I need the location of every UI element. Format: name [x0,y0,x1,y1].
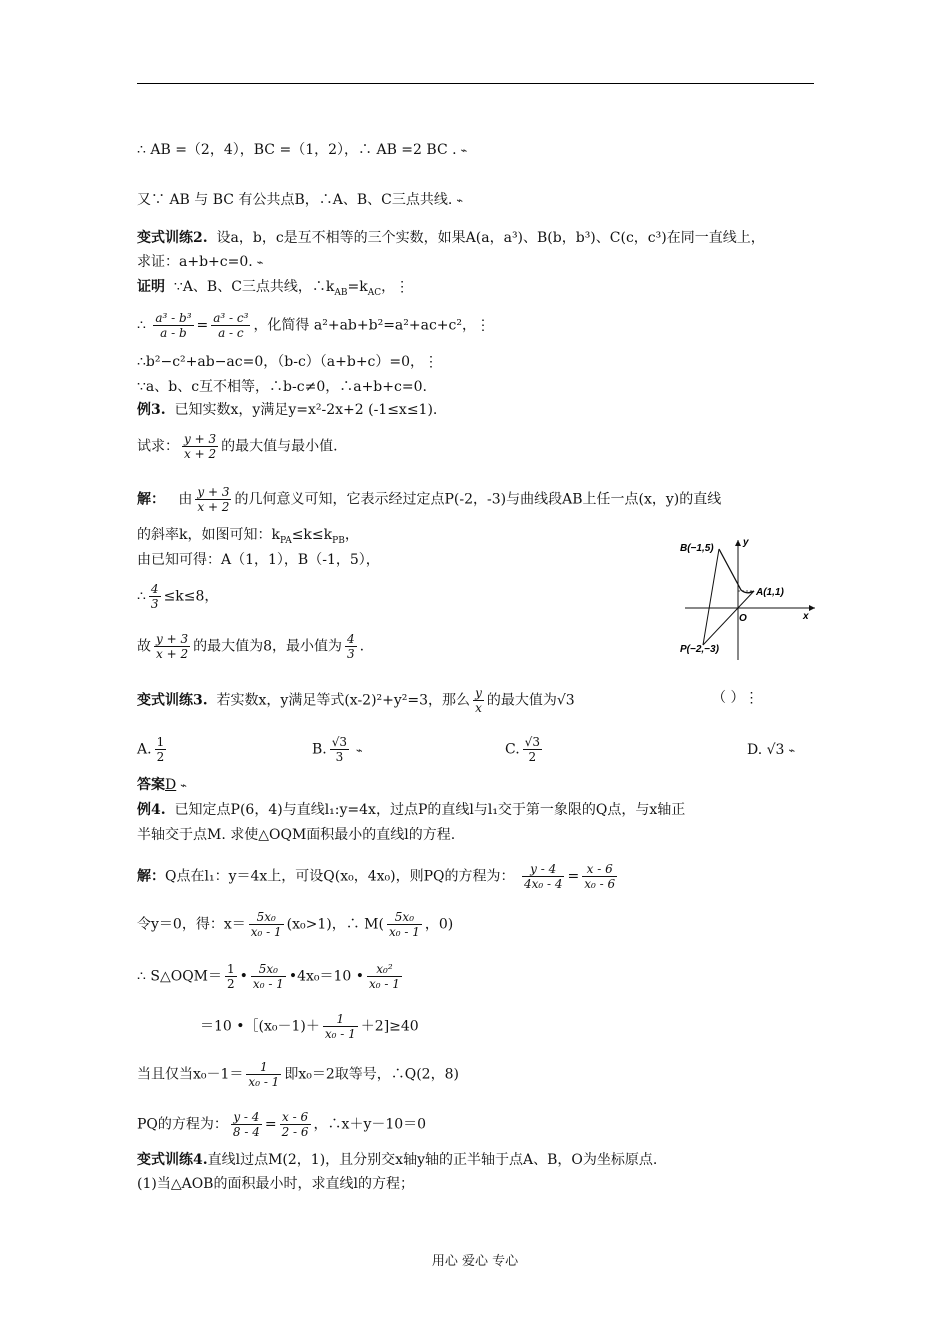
exercise-4-title: 变式训练4.直线l过点M(2，1)，且分别交x轴y轴的正半轴于点A、B，O为坐标原点. [137,1152,658,1168]
solution-4-line-3: ∴ S△OQM＝ $\frac{1}{2}$ • $\frac{\text{5x₀}}{\text{x₀ - 1}}$ •4x₀＝10 • $\frac{\text{x₀²}}{\text{x₀ - 1}}$ [137,962,400,991]
slope-figure [675,535,825,665]
option-a: A. $\frac{1}{2}$ [137,735,165,764]
answer-blank: （ ）⋮ [712,690,759,706]
label-x: x [803,611,809,622]
solution-4-line-5: 当且仅当x₀－1＝ $\frac{1}{\text{x₀ - 1}}$ 即x₀＝2取等号，∴Q(2，8) [137,1060,459,1089]
solution-4-line-4: ＝10 •［(x₀－1)＋ $\frac{1}{\text{x₀ - 1}}$ ＋2]≥40 [200,1012,419,1041]
label-b: B(−1,5) [680,543,714,554]
example-4-body: 半轴交于点M. 求使△OQM面积最小的直线l的方程. [137,827,456,843]
example-3-title: 例3. 已知实数x，y满足y=x²-2x+2 (-1≤x≤1). [137,402,438,418]
example-3-question: 试求： $\frac{y + 3}{x + 2}$ 的最大值与最小值. [137,432,338,461]
solution-3-line-1: 解： 由 $\frac{y + 3}{x + 2}$ 的几何意义可知，它表示经过定点P(-2，-3)与曲线段AB上任一点(x，y)的直线 [137,485,722,514]
exercise-4-part-1: (1)当△AOB的面积最小时，求直线l的方程； [137,1176,414,1192]
proof-line-1: 证明 ∵A、B、C三点共线，$\therefore k_{AB}=k_{AC}$，⋮ [137,279,410,298]
exercise-2-body: 求证：a+b+c=0. ⌁ [137,254,264,270]
solution-3-line-2: 的斜率k，如图可知：$k_{PA}\le k\le k_{PB}$， [137,527,359,546]
proof-line-4: ∵a、b、c互不相等，∴b-c≠0，∴a+b+c=0. [137,379,427,395]
proof-line-2: ∴ $\frac{\text{a³ - b³}}{a - b}$ = $\frac{\text{a³ - c³}}{a - c}$ ，化简得 a²+ab+b²=a²+ac+c²，⋮ [137,311,490,340]
option-d: D. √3 ⌁ [747,742,796,758]
exercise-2-title: 变式训练2. 设a，b，c是互不相等的三个实数，如果A(a，a³)、B(b，b³)、C(c，c³)在同一直线上， [137,230,765,246]
label-p: P(−2,−3) [680,644,719,655]
answer-line: 答案D ⌁ [137,777,187,793]
option-b: B. $\frac{√3}{3}$ ⌁ [312,735,363,764]
label-a: A(1,1) [756,587,784,598]
solution-3-line-5: 故 $\frac{y + 3}{x + 2}$ 的最大值为8，最小值为 $\frac{4}{3}$ . [137,632,365,661]
header-rule [137,83,814,84]
vector-line-1: ∴ AB =（2，4），BC =（1，2），∴ AB =2 BC . ⌁ [137,142,468,158]
solution-4-line-1: 解：Q点在l₁：y＝4x上，可设Q(x₀，4x₀)，则PQ的方程为： $\frac{y - 4}{\text{4x₀ - 4}}$ = $\frac{x - 6}{\text{x₀ - 6}}$ [137,862,616,891]
example-4-title: 例4. 已知定点P(6，4)与直线l₁:y=4x，过点P的直线l与l₁交于第一象限的Q点，与x轴正 [137,802,686,818]
fraction: $\frac{\text{a³ - c³}}{a - c}$ [213,311,249,340]
fraction: $\frac{\text{a³ - b³}}{a - b}$ [155,311,192,340]
label-o: O [739,613,747,624]
page-footer: 用心 爱心 专心 [431,1254,519,1269]
vector-line-2: 又∵ AB 与 BC 有公共点B，∴A、B、C三点共线. ⌁ [137,192,463,208]
proof-line-3: ∴b²−c²+ab−ac=0，（b-c）（a+b+c）=0，⋮ [137,354,439,370]
solution-4-line-6: PQ的方程为： $\frac{y - 4}{8 - 4}$ = $\frac{x - 6}{2 - 6}$ ，∴x＋y－10＝0 [137,1110,427,1139]
option-c: C. $\frac{√3}{2}$ [505,735,540,764]
exercise-3-title: 变式训练3. 若实数x，y满足等式(x-2)²+y²=3，那么 $\frac{y}{x}$ 的最大值为√3 [137,686,575,715]
label-y: y [743,537,749,548]
solution-3-line-4: ∴ $\frac{4}{3}$ ≤k≤8， [137,582,219,611]
solution-4-line-2: 令y＝0，得：x＝ $\frac{\text{5x₀}}{\text{x₀ - 1}}$ (x₀>1)，∴ M( $\frac{\text{5x₀}}{\text{x₀ - 1}}$ ，0) [137,910,454,939]
solution-3-line-3: 由已知可得：A（1，1），B（-1，5）， [137,552,380,568]
